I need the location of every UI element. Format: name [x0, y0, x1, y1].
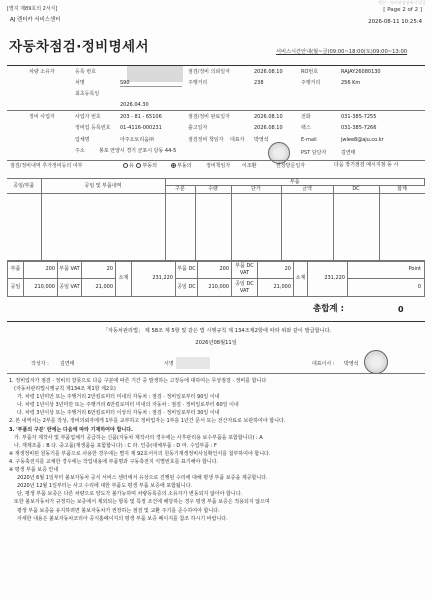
pst-value: 김연태	[341, 150, 356, 156]
company-seal	[268, 142, 290, 164]
shop-addr-value: 봉포 안양시 경기 군포시 당동 44-5	[99, 148, 177, 154]
parts-dc-label: 부품 DC	[176, 261, 198, 279]
col-work-header: 공임/부품	[7, 179, 41, 194]
labor-dc-vat-label: 공임 DC VAT	[232, 279, 258, 297]
company-seal-2	[364, 350, 388, 374]
note-line: 나. 차령 1년이상 3년미만 또는 주행거리 6만킬로미터 미내의 자동차 : 점검 · 정비일로부터 60일 이내	[17, 402, 239, 409]
col-kind-header: 부품	[165, 179, 425, 186]
note-line: (자동차관리법시행규칙 제134조 제1항 제2호)	[14, 386, 116, 393]
email-value: jwlee8@aju.co.kr	[341, 137, 384, 143]
col-sub-header: 수량	[195, 186, 231, 193]
labor-dc-vat-value: 21,000	[258, 279, 294, 297]
note-line: 가. 차령 1년미만 또는 주행거리 2만킬로미터 미내의 자동차 : 점검 · 정비일로부터 90일 이내	[17, 394, 220, 401]
request-date-value: 2026.08.10	[254, 69, 283, 75]
labor-dc-value: 210,000	[198, 279, 232, 297]
writer-value: 김연태	[60, 361, 75, 367]
company-name: AJ 렌터카 서비스센터	[10, 17, 61, 23]
note-line: 1. 정비업자가 점검 · 정비의 잘못으로 다음 구분에 따른 기간 중 발생하는 고장등에 대하여는 무상점검 · 정비를 합니다	[9, 378, 267, 384]
km-value-2: 256 Km	[341, 80, 361, 86]
sign-label: 서명	[164, 361, 174, 367]
parts-dc-vat-value: 20	[258, 261, 294, 279]
labor-label: 공임	[8, 279, 24, 297]
footer-divider	[7, 321, 425, 322]
recommend-label: 권장방문일자	[276, 163, 305, 169]
shop-name-label: 업체명	[75, 137, 90, 143]
law-text: 「자동차관리법」 제 58조 제 5항 및 같은 법 시행규칙 제 134조제2항에 따라 위와 같이 발급합니다.	[102, 328, 332, 334]
radio-icon[interactable]	[136, 163, 141, 168]
release-value: 2026.08.10	[254, 125, 283, 131]
phone-label: 전화	[301, 114, 311, 120]
note-line: 평생 부품 보증을 유지하려면 볼보자동차가 권장하는 점검 및 교환 주기를 준수하여야 합니다.	[17, 507, 220, 514]
items-empty-row	[7, 193, 425, 261]
km-label-2: 주행거리	[301, 80, 321, 86]
shop-addr-label: 주소	[75, 148, 85, 154]
parts-vat-label: 부품 VAT	[58, 261, 82, 279]
note-line: 다. 차령 3년이상 또는 주행거리 6만킬로미터 이상의 자동차 : 점검 · 정비일로부터 30일 이내	[17, 410, 220, 417]
shop-name-value: 아주오토리움㈜	[120, 137, 154, 143]
done-date-value: 2026.08.10	[254, 114, 283, 120]
note-line: 단, 평생 부품 보증은 다른 차량으로 양도가 불가능하며 차량등록증의 소유자가 변동되지 않아야 합니다.	[17, 491, 243, 498]
labor-value: 210,000	[24, 279, 58, 297]
inspector-value: 박영석	[254, 137, 269, 143]
option-none[interactable]: 부동의	[170, 163, 192, 169]
phone-value: 031-385-7255	[341, 114, 377, 120]
total-label: 총합계 :	[313, 304, 344, 314]
issue-date: 2026년08월11일	[195, 340, 237, 346]
shop-reg-label: 정비업 등록번호	[75, 125, 111, 131]
summary-table	[7, 260, 425, 297]
point-label: Point	[348, 261, 425, 279]
parts-value: 200	[24, 261, 58, 279]
shop-label: 정비 사업자	[29, 114, 55, 120]
page-label: Page	[387, 7, 401, 13]
first-reg-value: 2026.04.30	[120, 102, 149, 108]
options-label: 점검/정비내역 추가정비등의 여부	[10, 163, 83, 169]
note-line: 자세한 내용은 볼보자동차코리아 공식홈페이지의 평생 부품 보증 페이지를 참조 하시기 바랍니다.	[17, 515, 228, 522]
point-value: 0	[348, 279, 425, 297]
email-label: E-mail	[301, 137, 317, 143]
pst-label: PST 담당자	[301, 150, 327, 156]
note-line: 나. 재제조품 : B 다. 중고품(재생품을 포함합니다) : C 라. 인증(대체부품 : D 마. 수입부품 : F	[14, 442, 217, 449]
biz-no-value: 203 - 81 - 65106	[120, 114, 162, 120]
km-value: 238	[254, 80, 264, 86]
parts-dc-value: 200	[198, 261, 232, 279]
note-line: 2020년 12월 1일부터는 사고 수리에 대한 부품도 평생 부품 보증에 포함됩니다.	[17, 483, 192, 490]
note-line: ※ 평생 부품 보증 안내	[9, 467, 59, 474]
radio-icon[interactable]	[123, 163, 128, 168]
parts-dc-vat-label: 부품 DC VAT	[232, 261, 258, 279]
total-value: 0	[398, 305, 404, 314]
dc-subtotal-label: 소계	[294, 261, 308, 297]
model-value: S90	[120, 80, 182, 87]
section-divider	[7, 110, 425, 111]
page-current: 2	[402, 7, 406, 13]
note-line: 2020년 6월 1일부터 볼보자동차 공식 서비스 센터에서 유상으로 진행된 수리에 대해 평생 부품 보증을 제공합니다.	[17, 475, 268, 482]
labor-vat-label: 공임 VAT	[58, 279, 82, 297]
col-sub-header: 금액	[281, 186, 333, 193]
subtotal-value: 231,220	[132, 261, 176, 297]
ceo-label: 대표이사 :	[312, 361, 335, 367]
model-label: 차명	[75, 80, 85, 86]
note-line: 가. 부품자 제작사 및 부품업체가 공급하는 신품(자동차 제작사의 경우에는 사후관리용 보수부품을 포함합니다) : A	[14, 434, 263, 441]
responsible-label: 정비책임자	[206, 163, 231, 169]
form-number: [별지 제89호의 2서식]	[7, 6, 58, 12]
ro-value: RAJAY26080130	[341, 69, 381, 75]
notes-divider	[7, 373, 425, 374]
section-divider	[7, 160, 425, 161]
inspector-label: 점검정비 책임자	[188, 137, 224, 143]
col-sub-header: 단가	[231, 186, 281, 193]
signature-image	[176, 357, 210, 369]
header-divider	[7, 65, 425, 66]
notes-section	[9, 377, 425, 523]
reg-no-label: 등록 번호	[75, 69, 96, 75]
done-date-label: 점검/정비 완료일자	[188, 114, 230, 120]
first-reg-label: 최초등록일	[75, 91, 100, 97]
parts-vat-value: 20	[82, 261, 116, 279]
option-yes[interactable]: 유 부동의	[122, 163, 157, 169]
note-line: ※ 재생정비된 원동기를 부품으로 사용한 경우에는 별지 제 92호서식의 원동기재생정비사실확인서를 첨부하여야 합니다.	[9, 450, 271, 457]
fax-label: 팩스	[301, 125, 311, 131]
request-date-label: 점검/정비 의뢰일자	[188, 69, 230, 75]
note-line: 3. '부품의 구분' 란에는 다음에 따라 기재하여야 합니다.	[9, 426, 133, 433]
responsible-value: 이조환	[242, 163, 257, 169]
ro-label: RO번호	[301, 69, 319, 75]
km-label: 주행거리	[188, 80, 208, 86]
ceo-value: 박영석	[344, 361, 359, 367]
release-label: 출고일자	[188, 125, 208, 131]
note-line: 2. 본 내역서는 2부를 작성, 정비의뢰자에게 1부를 교부하고 정비업자는 1부를 1년간 문서 또는 전산자료로 보관하여야 합니다.	[9, 418, 286, 425]
col-sub-header: 구분	[165, 186, 195, 193]
note-line: 또한 볼보자동차가 규정하는 보증에서 제외되는 항목 및 특정 조건에 해당하는 경우 평생 부품 보증은 적용되지 않으며	[14, 499, 270, 506]
page-title: 자동차점검·정비명세서	[9, 39, 149, 55]
next-visit: 다음 장기점검 예시지점 동 시	[334, 162, 399, 168]
printed-datetime: 2026-08-11 10:25:4	[368, 19, 422, 25]
top-stamp: 발신 · 정비점검명세서 발급	[378, 0, 426, 5]
rep-label: 대표자	[230, 137, 245, 143]
page-indicator: [ Page 2 of 2 ]	[383, 7, 422, 13]
radio-selected-icon[interactable]	[171, 163, 176, 168]
items-table	[7, 178, 425, 262]
subtotal-label: 소계	[116, 261, 132, 297]
dc-subtotal-value: 231,220	[308, 261, 348, 297]
page-of: of	[407, 7, 413, 13]
col-sub-header: DC	[333, 186, 379, 193]
owner-label: 차량 소유자	[29, 69, 55, 75]
writer-label: 작성자 :	[31, 361, 49, 367]
note-line: 4. 구동축전지를 교체한 경우에는 작업내용에 부품명과 구동축전지 식별번호를 표기해야 합니다.	[9, 458, 219, 465]
shop-reg-value: 01-4116-000231	[120, 125, 162, 131]
service-hours: 서비스시간안내(월~금)09:00~18:00(토)09:00~13:00	[276, 49, 408, 55]
col-sub-header: 합계	[379, 186, 425, 193]
labor-dc-label: 공임 DC	[176, 279, 198, 297]
parts-label: 부품	[8, 261, 24, 279]
page-total: 2	[414, 7, 419, 13]
biz-no-label: 사업자 번호	[75, 114, 101, 120]
fax-value: 031-385-7266	[341, 125, 377, 131]
labor-vat-value: 21,000	[82, 279, 116, 297]
col-parts-header: 공임 및 부품내역	[41, 179, 165, 194]
